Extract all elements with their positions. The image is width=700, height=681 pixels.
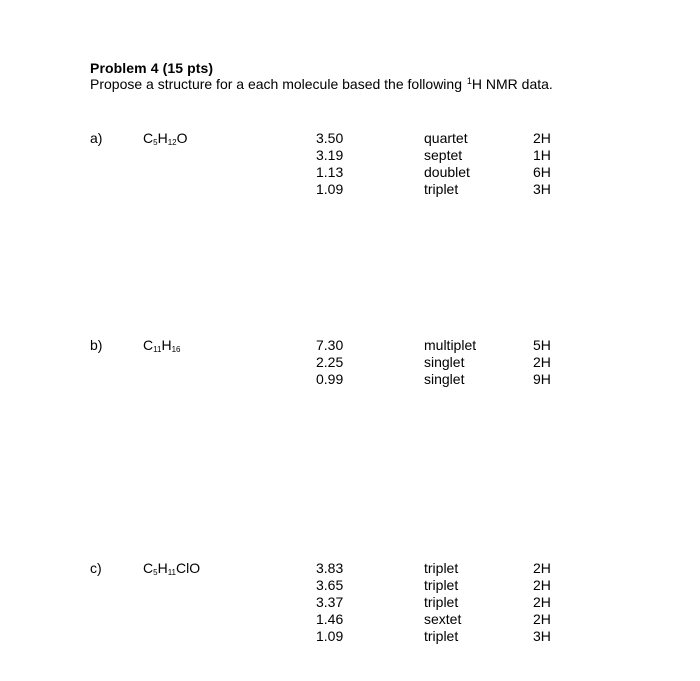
nmr-superscript: 1 <box>466 76 472 86</box>
formula-subscript: 11 <box>167 568 177 577</box>
integration: 5H <box>533 337 551 353</box>
instruction-text-before: Propose a structure for a each molecule based the following <box>90 76 466 92</box>
chemical-shift-column <box>316 337 343 388</box>
integration: 2H <box>533 594 551 610</box>
multiplicity: doublet <box>424 164 470 180</box>
chemical-shift: 3.65 <box>316 577 344 593</box>
problem-instruction <box>90 76 553 92</box>
problem-label: c) <box>90 560 102 576</box>
formula-subscript: 11 <box>153 345 162 354</box>
multiplicity: singlet <box>424 354 465 370</box>
multiplicity: triplet <box>424 594 459 610</box>
chemical-shift: 1.09 <box>316 628 344 644</box>
molecular-formula <box>143 130 188 147</box>
formula-element: C <box>143 337 154 353</box>
formula-subscript: 16 <box>171 345 181 354</box>
formula-element: H <box>161 337 172 353</box>
formula-element: H <box>157 130 168 146</box>
chemical-shift: 3.19 <box>316 147 344 163</box>
formula-subscript: 5 <box>153 138 158 147</box>
integration: 9H <box>533 371 551 387</box>
chemical-shift: 3.50 <box>316 130 344 146</box>
integration: 2H <box>533 560 551 576</box>
multiplicity: triplet <box>424 628 459 644</box>
chemical-shift: 2.25 <box>316 354 344 370</box>
formula-element: O <box>176 130 188 146</box>
integration: 2H <box>533 130 551 146</box>
molecular-formula <box>143 337 180 354</box>
multiplicity: multiplet <box>424 337 477 353</box>
molecular-formula <box>143 560 200 577</box>
integration-column <box>533 130 551 198</box>
problem-title: Problem 4 (15 pts) <box>90 60 214 76</box>
integration: 2H <box>533 611 551 627</box>
chemical-shift-column <box>316 560 343 645</box>
multiplicity: quartet <box>424 130 468 146</box>
integration: 1H <box>533 147 551 163</box>
formula-subscript: 12 <box>167 138 177 147</box>
formula-element: C <box>143 560 154 576</box>
problem-label: a) <box>90 130 103 146</box>
integration-column <box>533 337 551 388</box>
chemical-shift: 1.46 <box>316 611 344 627</box>
multiplicity: triplet <box>424 560 459 576</box>
multiplicity: triplet <box>424 181 459 197</box>
integration: 2H <box>533 577 551 593</box>
formula-element: H <box>157 560 168 576</box>
multiplicity-column <box>424 130 470 198</box>
integration: 6H <box>533 164 551 180</box>
integration: 3H <box>533 628 551 644</box>
formula-element: C <box>143 130 154 146</box>
chemical-shift: 0.99 <box>316 371 344 387</box>
chemical-shift: 3.37 <box>316 594 344 610</box>
chemical-shift: 1.09 <box>316 181 344 197</box>
chemical-shift: 7.30 <box>316 337 344 353</box>
chemical-shift: 1.13 <box>316 164 344 180</box>
problem-label: b) <box>90 337 103 353</box>
integration-column <box>533 560 551 645</box>
chemical-shift: 3.83 <box>316 560 344 576</box>
chemical-shift-column <box>316 130 343 198</box>
integration: 3H <box>533 181 551 197</box>
multiplicity: sextet <box>424 611 462 627</box>
instruction-text-after: H NMR data. <box>471 76 553 92</box>
multiplicity-column <box>424 560 461 645</box>
multiplicity: triplet <box>424 577 459 593</box>
formula-element: ClO <box>176 560 201 576</box>
multiplicity: septet <box>424 147 463 163</box>
formula-subscript: 5 <box>153 568 158 577</box>
integration: 2H <box>533 354 551 370</box>
multiplicity: singlet <box>424 371 465 387</box>
multiplicity-column <box>424 337 476 388</box>
